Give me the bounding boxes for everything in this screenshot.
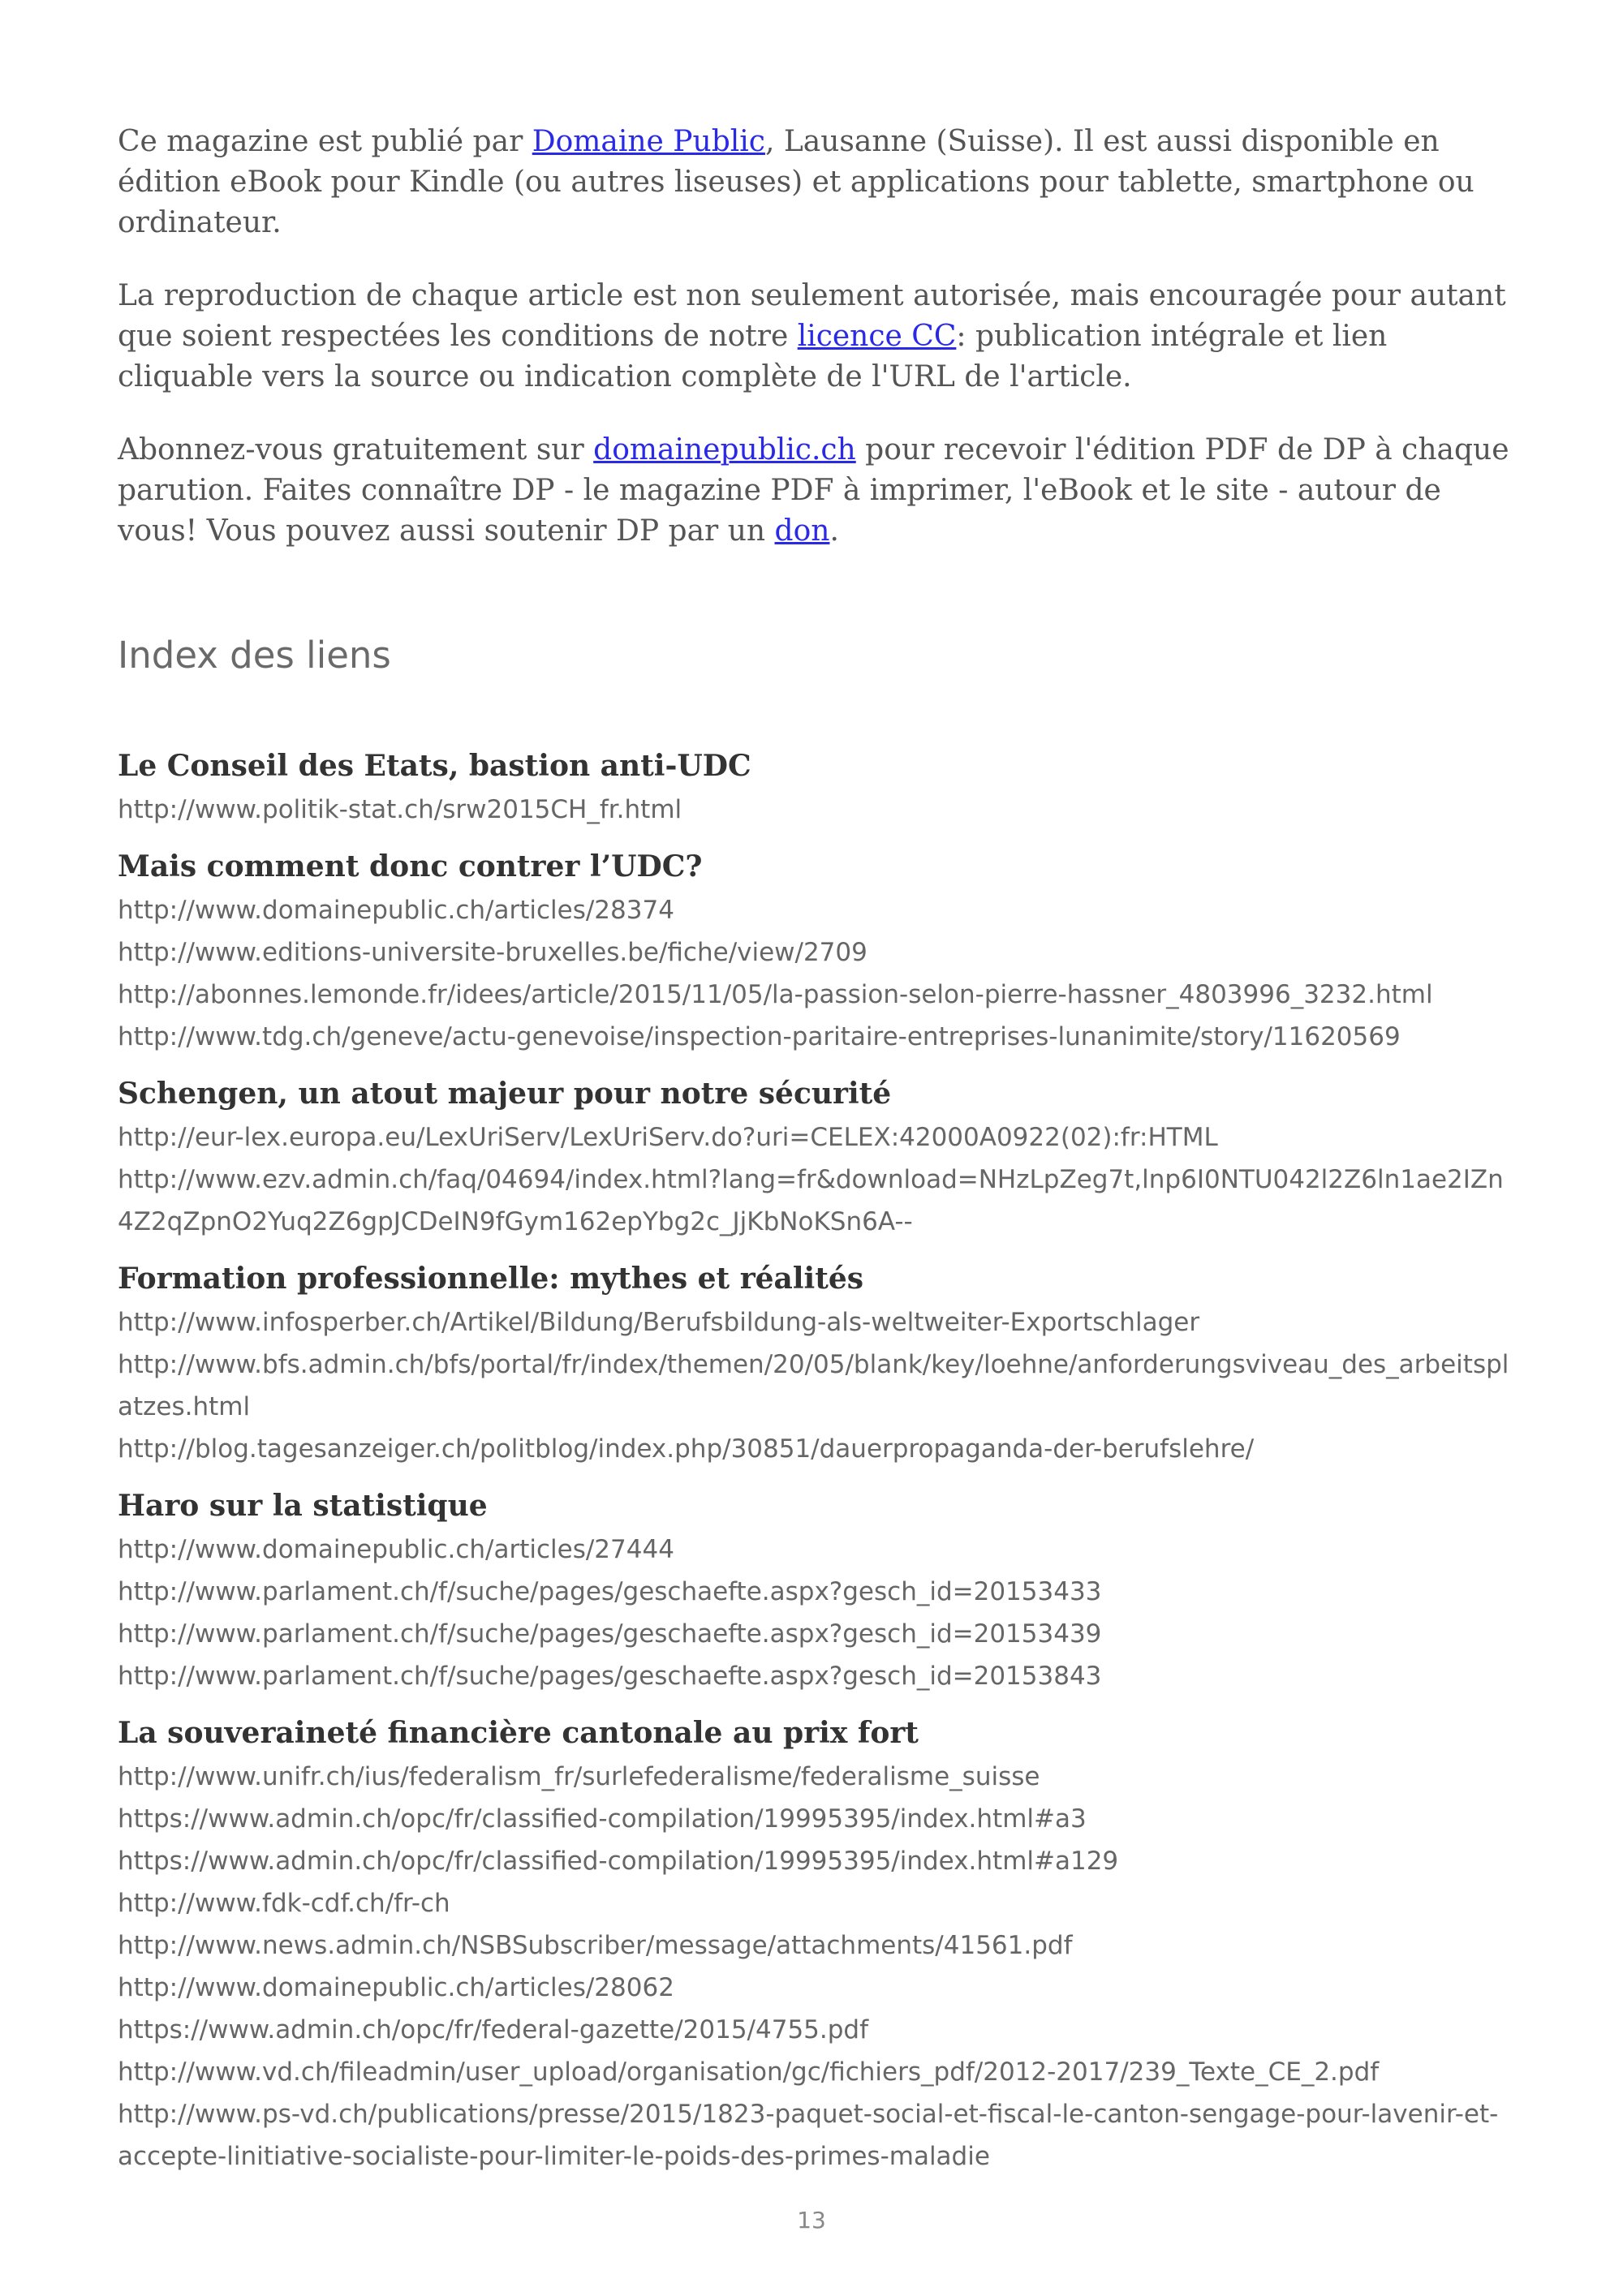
url-link[interactable]: http://www.vd.ch/fileadmin/user_upload/organisation/gc/fichiers_pdf/2012-2017/239_Texte_CE_2.pdf bbox=[118, 2057, 1380, 2087]
url-link[interactable]: http://www.tdg.ch/geneve/actu-genevoise/inspection-paritaire-entreprises-lunanimite/story/11620569 bbox=[118, 1022, 1401, 1051]
url-link[interactable]: http://www.parlament.ch/f/suche/pages/geschaefte.aspx?gesch_id=20153843 bbox=[118, 1662, 1102, 1691]
link-section bbox=[118, 1712, 1513, 2178]
index-title: Index des liens bbox=[118, 634, 391, 677]
link-section bbox=[118, 1073, 1513, 1243]
url-link[interactable]: https://www.admin.ch/opc/fr/classified-compilation/19995395/index.html#a129 bbox=[118, 1847, 1119, 1876]
url-link[interactable]: http://www.bfs.admin.ch/bfs/portal/fr/index/themen/20/05/blank/key/loehne/anforderungsviveau_des_arbeitsplatzes.html bbox=[118, 1350, 1509, 1421]
section-title: Mais comment donc contrer l’UDC? bbox=[118, 849, 703, 884]
url-link[interactable]: http://www.politik-stat.ch/srw2015CH_fr.html bbox=[118, 795, 682, 824]
url-link[interactable]: https://www.admin.ch/opc/fr/federal-gazette/2015/4755.pdf bbox=[118, 2015, 869, 2044]
don-link[interactable]: don bbox=[774, 514, 830, 548]
intro-paragraph-publisher: Ce magazine est publié par Domaine Public, Lausanne (Suisse). Il est aussi disponible en édition eBook pour Kindle (ou autres liseuses) et applications pour tablette, smartphone ou ordinateur. bbox=[118, 125, 1474, 239]
document-page bbox=[118, 122, 1513, 2192]
url-link[interactable]: http://www.unifr.ch/ius/federalism_fr/surlefederalisme/federalisme_suisse bbox=[118, 1762, 1040, 1791]
link-section bbox=[118, 745, 1513, 831]
domaine-public-link[interactable]: Domaine Public bbox=[532, 125, 765, 158]
intro-paragraph-subscribe: Abonnez-vous gratuitement sur domainepublic.ch pour recevoir l'édition PDF de DP à chaque parution. Faites connaître DP - le magazine PDF à imprimer, l'eBook et le site - autour de vous! Vous pouvez aussi soutenir DP par un don. bbox=[118, 433, 1509, 548]
url-link[interactable]: http://abonnes.lemonde.fr/idees/article/2015/11/05/la-passion-selon-pierre-hassner_4803996_3232.html bbox=[118, 980, 1433, 1009]
intro-block bbox=[118, 122, 1513, 552]
url-link[interactable]: http://www.domainepublic.ch/articles/28062 bbox=[118, 1973, 674, 2002]
intro-paragraph-license: La reproduction de chaque article est non seulement autorisée, mais encouragée pour autant que soient respectées les conditions de notre licence CC: publication intégrale et lien cliquable vers la source ou indication complète de l'URL de l'article. bbox=[118, 279, 1506, 393]
licence-cc-link[interactable]: licence CC bbox=[797, 320, 957, 353]
link-section bbox=[118, 1485, 1513, 1697]
domainepublic-link[interactable]: domainepublic.ch bbox=[593, 433, 856, 467]
url-link[interactable]: http://www.domainepublic.ch/articles/27444 bbox=[118, 1535, 674, 1564]
page-number: 13 bbox=[797, 2207, 826, 2234]
section-title: Le Conseil des Etats, bastion anti-UDC bbox=[118, 749, 751, 783]
url-link[interactable]: http://www.editions-universite-bruxelles.be/fiche/view/2709 bbox=[118, 938, 867, 967]
url-link[interactable]: http://www.parlament.ch/f/suche/pages/geschaefte.aspx?gesch_id=20153433 bbox=[118, 1577, 1102, 1606]
url-link[interactable]: http://www.ezv.admin.ch/faq/04694/index.html?lang=fr&download=NHzLpZeg7t,lnp6I0NTU042l2Z6ln1ae2IZn4Z2qZpnO2Yuq2Z6gpJCDeIN9fGym162epYbg2c_JjKbNoKSn6A-- bbox=[118, 1165, 1504, 1236]
link-section bbox=[118, 1258, 1513, 1470]
link-index bbox=[118, 745, 1513, 2178]
section-title: Haro sur la statistique bbox=[118, 1489, 488, 1523]
url-link[interactable]: http://eur-lex.europa.eu/LexUriServ/LexUriServ.do?uri=CELEX:42000A0922(02):fr:HTML bbox=[118, 1123, 1218, 1152]
link-section bbox=[118, 845, 1513, 1058]
url-link[interactable]: http://www.fdk-cdf.ch/fr-ch bbox=[118, 1889, 450, 1918]
url-link[interactable]: http://www.news.admin.ch/NSBSubscriber/message/attachments/41561.pdf bbox=[118, 1931, 1073, 1960]
section-title: Schengen, un atout majeur pour notre sécurité bbox=[118, 1077, 892, 1111]
url-link[interactable]: http://www.domainepublic.ch/articles/28374 bbox=[118, 896, 674, 925]
url-link[interactable]: http://www.parlament.ch/f/suche/pages/geschaefte.aspx?gesch_id=20153439 bbox=[118, 1619, 1102, 1649]
url-link[interactable]: http://blog.tagesanzeiger.ch/politblog/index.php/30851/dauerpropaganda-der-berufslehre/ bbox=[118, 1434, 1255, 1464]
section-title: Formation professionnelle: mythes et réalités bbox=[118, 1262, 864, 1296]
url-link[interactable]: http://www.ps-vd.ch/publications/presse/2015/1823-paquet-social-et-fiscal-le-canton-sengage-pour-lavenir-et-accepte-linitiative-socialiste-pour-limiter-le-poids-des-primes-maladie bbox=[118, 2100, 1499, 2171]
url-link[interactable]: https://www.admin.ch/opc/fr/classified-compilation/19995395/index.html#a3 bbox=[118, 1804, 1087, 1834]
section-title: La souveraineté financière cantonale au prix fort bbox=[118, 1716, 919, 1750]
url-link[interactable]: http://www.infosperber.ch/Artikel/Bildung/Berufsbildung-als-weltweiter-Exportschlager bbox=[118, 1308, 1200, 1337]
